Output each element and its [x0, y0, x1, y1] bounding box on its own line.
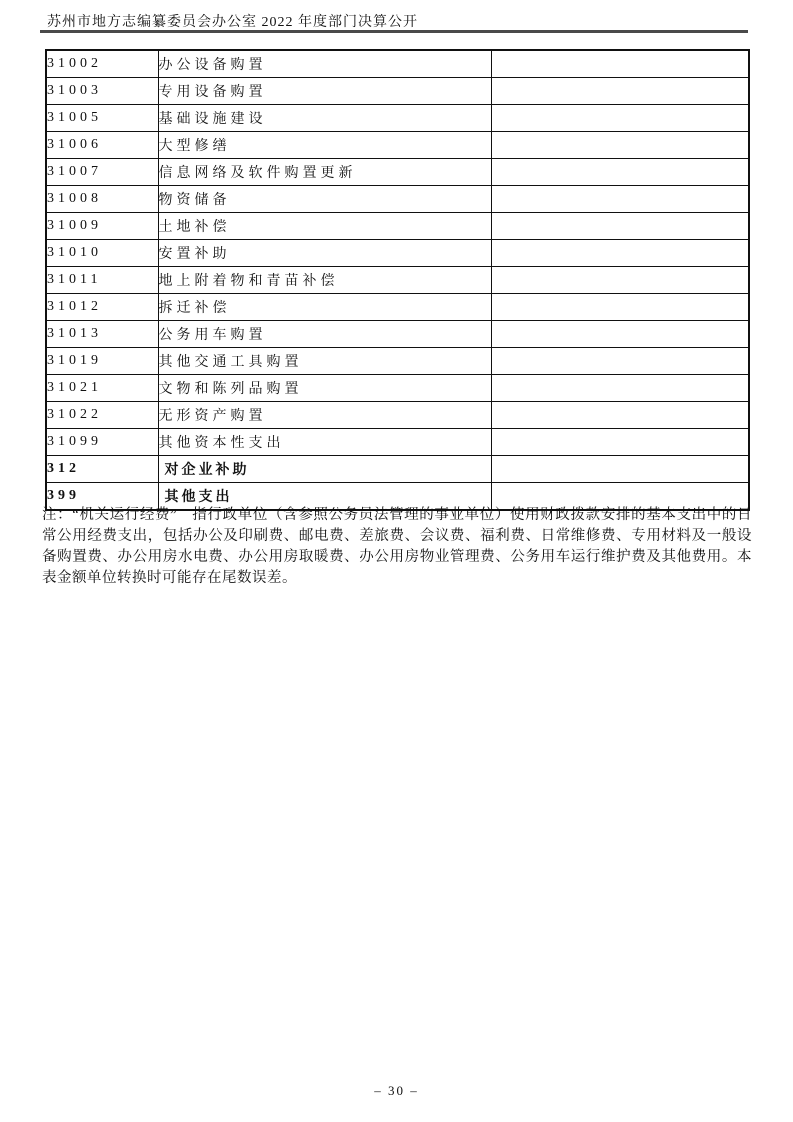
label-cell: 对企业补助 [158, 456, 491, 483]
label-cell: 其他支出 [158, 483, 491, 511]
code-cell: 31010 [46, 240, 158, 267]
table-row [46, 213, 749, 240]
page-number: – 30 – [374, 1083, 419, 1098]
code-cell: 31011 [46, 267, 158, 294]
code-cell: 312 [46, 456, 158, 483]
label-cell: 无形资产购置 [158, 402, 491, 429]
code-cell: 31099 [46, 429, 158, 456]
table-row [46, 78, 749, 105]
table-row [46, 132, 749, 159]
table-row [46, 240, 749, 267]
page-footer [0, 1083, 793, 1099]
code-cell: 31002 [46, 50, 158, 78]
table-row [46, 186, 749, 213]
table-row [46, 294, 749, 321]
value-cell [491, 267, 749, 294]
label-cell: 专用设备购置 [158, 78, 491, 105]
value-cell [491, 132, 749, 159]
table-row [46, 321, 749, 348]
code-cell: 31021 [46, 375, 158, 402]
table-row [46, 402, 749, 429]
code-cell: 31012 [46, 294, 158, 321]
code-cell: 31022 [46, 402, 158, 429]
header-divider [40, 30, 748, 33]
table-row [46, 456, 749, 483]
value-cell [491, 78, 749, 105]
table-row [46, 267, 749, 294]
code-cell: 31003 [46, 78, 158, 105]
budget-table [45, 49, 750, 511]
value-cell [491, 294, 749, 321]
value-cell [491, 105, 749, 132]
label-cell: 物资储备 [158, 186, 491, 213]
table-row [46, 50, 749, 78]
label-cell: 大型修缮 [158, 132, 491, 159]
value-cell [491, 240, 749, 267]
table-row [46, 375, 749, 402]
table-row [46, 105, 749, 132]
label-cell: 办公设备购置 [158, 50, 491, 78]
table-row [46, 348, 749, 375]
value-cell [491, 348, 749, 375]
table-row [46, 429, 749, 456]
value-cell [491, 213, 749, 240]
value-cell [491, 375, 749, 402]
value-cell [491, 159, 749, 186]
value-cell [491, 50, 749, 78]
code-cell: 31009 [46, 213, 158, 240]
code-cell: 31007 [46, 159, 158, 186]
code-cell: 31008 [46, 186, 158, 213]
value-cell [491, 186, 749, 213]
table-row [46, 159, 749, 186]
budget-table-body [46, 50, 749, 510]
label-cell: 信息网络及软件购置更新 [158, 159, 491, 186]
label-cell: 土地补偿 [158, 213, 491, 240]
value-cell [491, 429, 749, 456]
label-cell: 安置补助 [158, 240, 491, 267]
label-cell: 其他资本性支出 [158, 429, 491, 456]
code-cell: 31013 [46, 321, 158, 348]
code-cell: 31005 [46, 105, 158, 132]
value-cell [491, 321, 749, 348]
label-cell: 基础设施建设 [158, 105, 491, 132]
label-cell: 地上附着物和青苗补偿 [158, 267, 491, 294]
code-cell: 31019 [46, 348, 158, 375]
code-cell: 31006 [46, 132, 158, 159]
table-footnote: 注：“机关运行经费” 指行政单位（含参照公务员法管理的事业单位）使用财政拨款安排的基本支出中的日常公用经费支出，包括办公及印刷费、邮电费、差旅费、会议费、福利费、日常维修费、专用材料及一般设备购置费、办公用房水电费、办公用房取暖费、办公用房物业管理费、公务用车运行维护费及其他费用。本表金额单位转换时可能存在尾数误差。 [42, 507, 752, 586]
label-cell: 文物和陈列品购置 [158, 375, 491, 402]
value-cell [491, 456, 749, 483]
label-cell: 拆迁补偿 [158, 294, 491, 321]
page-title: 苏州市地方志编纂委员会办公室 2022 年度部门决算公开 [47, 15, 418, 30]
label-cell: 其他交通工具购置 [158, 348, 491, 375]
code-cell: 399 [46, 483, 158, 511]
value-cell [491, 402, 749, 429]
label-cell: 公务用车购置 [158, 321, 491, 348]
